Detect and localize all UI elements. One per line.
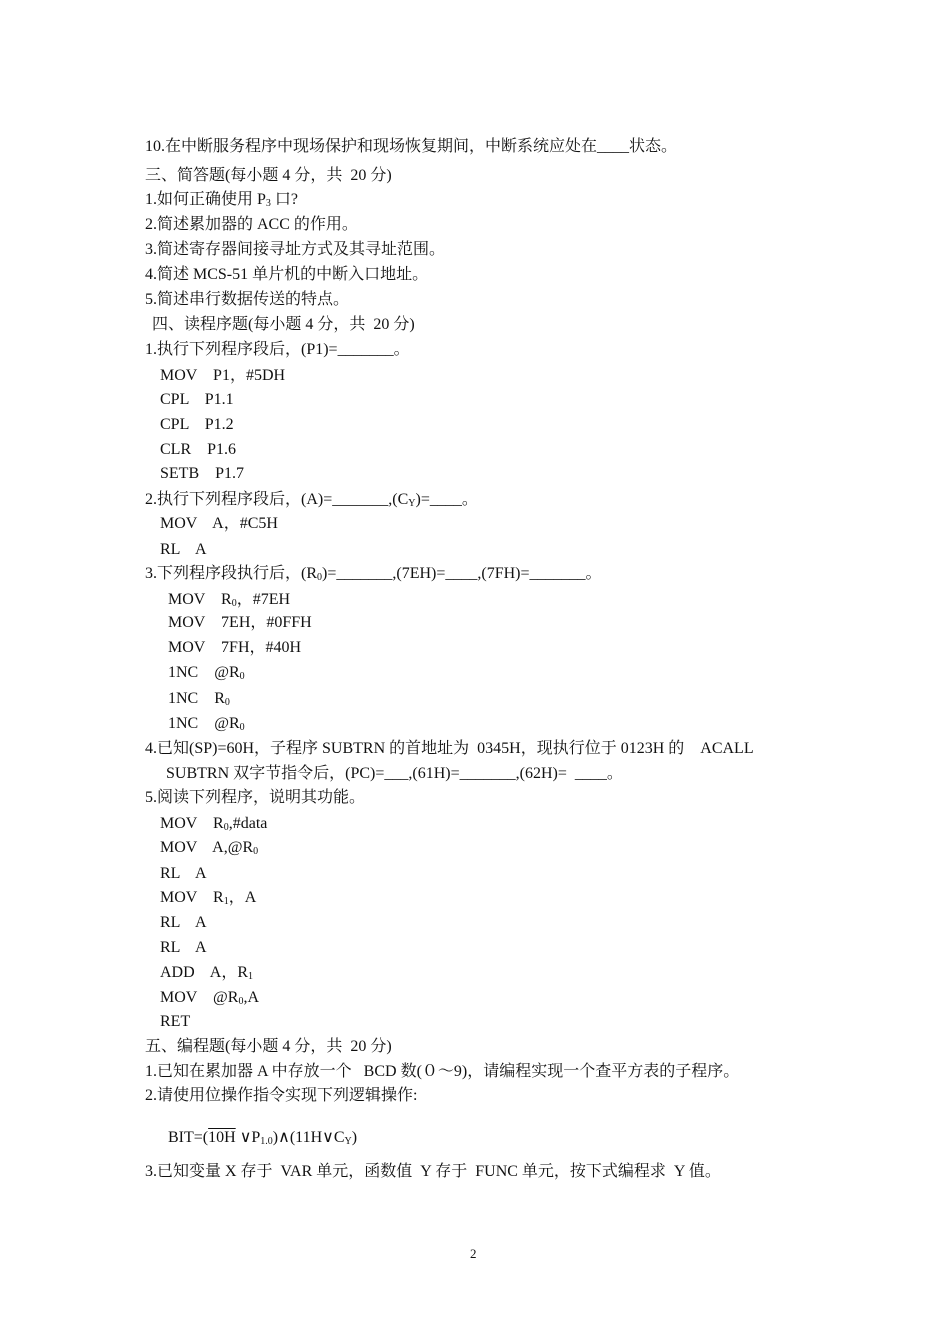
code-line: MOV $A,@R_0$ bbox=[160, 839, 259, 857]
sec4-question-2: 2.执行下列程序段后，$(A)=\_\_\_\_\_\_\_,(C_Y)=\_\_\_\_$。 bbox=[145, 491, 478, 509]
section-3-title: 三、简答题(每小题 4 分，共 20 分) bbox=[145, 167, 392, 184]
code-line: MOV P1，#5DH bbox=[160, 367, 286, 384]
sec3-question-3: 3.简述寄存器间接寻址方式及其寻址范围。 bbox=[145, 241, 446, 258]
code-line: ADD A，$R_1$ bbox=[160, 964, 254, 982]
sec3-question-5: 5.简述串行数据传送的特点。 bbox=[145, 291, 350, 308]
sec4-question-4-line-2: SUBTRN 双字节指令后，(PC)=___,(61H)=_______,(62H)= ____。 bbox=[166, 765, 623, 782]
sec5-question-3: 3.已知变量 X 存于 VAR 单元，函数值 Y 存于 FUNC 单元，按下式编程求 Y 值。 bbox=[145, 1163, 721, 1180]
code-line: SETB P1.7 bbox=[160, 465, 245, 482]
code-line: MOV $R_0,\#data$ bbox=[160, 815, 268, 833]
sec4-question-1: 1.执行下列程序段后，(P1)=_______。 bbox=[145, 341, 410, 358]
question-10: 10.在中断服务程序中现场保护和现场恢复期间，中断系统应处在____状态。 bbox=[145, 138, 678, 155]
code-line: MOV A，#C5H bbox=[160, 515, 278, 532]
sec5-question-2: 2.请使用位操作指令实现下列逻辑操作: bbox=[145, 1087, 418, 1104]
code-line: CPL P1.1 bbox=[160, 391, 234, 408]
code-line: MOV $R_1$，A bbox=[160, 889, 257, 907]
sec4-question-3: 3.下列程序段执行后，$(R_0)=\_\_\_\_\_\_\_,(7EH)=\_\_\_\_,(7FH)=\_\_\_\_\_\_\_$。 bbox=[145, 565, 602, 583]
code-line: RL A bbox=[160, 914, 207, 931]
code-line: 1NC $R_0$ bbox=[168, 690, 230, 708]
sec3-question-4: 4.简述 MCS-51 单片机的中断入口地址。 bbox=[145, 266, 429, 283]
code-line: MOV $R_0$，#7EH bbox=[168, 591, 291, 609]
sec4-question-4-line-1: 4.已知(SP)=60H，子程序 SUBTRN 的首地址为 0345H，现执行位于 0123H 的 ACALL bbox=[145, 740, 754, 757]
page-number: 2 bbox=[470, 1246, 477, 1261]
code-line: RL A bbox=[160, 541, 207, 558]
code-line: RL A bbox=[160, 865, 207, 882]
code-line: MOV $@R_0,A$ bbox=[160, 989, 260, 1007]
code-line: CPL P1.2 bbox=[160, 416, 234, 433]
sec5-question-1: 1.已知在累加器 A 中存放一个 BCD 数(０～9)，请编程实现一个查平方表的子程序。 bbox=[145, 1063, 740, 1080]
code-line: 1NC $@R_0$ bbox=[168, 664, 245, 682]
code-line: MOV 7FH，#40H bbox=[168, 639, 302, 656]
sec3-question-2: 2.简述累加器的 ACC 的作用。 bbox=[145, 216, 358, 233]
code-line: 1NC $@R_0$ bbox=[168, 715, 245, 733]
section-4-title: 四、读程序题(每小题 4 分，共 20 分) bbox=[152, 316, 415, 333]
logic-formula: BIT=(10H $\vee P_{1.0})\wedge(11H\vee C_Y)$ bbox=[168, 1129, 358, 1147]
code-line: CLR P1.6 bbox=[160, 441, 237, 458]
code-line: MOV 7EH，#0FFH bbox=[168, 614, 312, 631]
sec4-question-5: 5.阅读下列程序，说明其功能。 bbox=[145, 789, 366, 806]
section-5-title: 五、编程题(每小题 4 分，共 20 分) bbox=[145, 1038, 392, 1055]
code-line: RL A bbox=[160, 939, 207, 956]
sec3-question-1: 1.如何正确使用 $P_3$ 口? bbox=[145, 191, 299, 209]
code-line: RET bbox=[160, 1013, 191, 1030]
